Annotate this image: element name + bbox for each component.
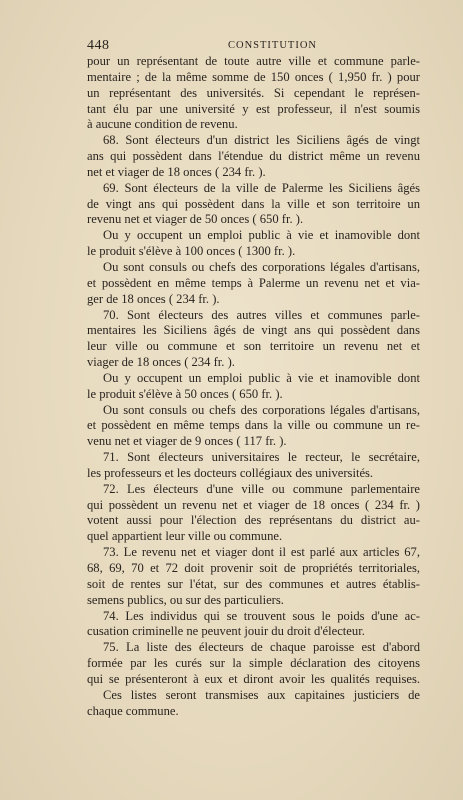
page-number: 448 xyxy=(87,38,110,53)
text-line: chaque commune. xyxy=(87,703,179,718)
text-line: 68. Sont électeurs d'un district les Siciliens âgés de vingt xyxy=(103,133,420,148)
text-line: le produit s'élève à 100 onces ( 1300 fr. ). xyxy=(87,244,296,259)
page-header xyxy=(87,38,420,54)
text-line: et possèdent en même temps dans la ville ou commune un re- xyxy=(87,418,420,433)
text-line: Ou sont consuls ou chefs des corporations légales d'artisans, xyxy=(103,402,420,417)
text-line: 72. Les électeurs d'une ville ou commune parlementaire xyxy=(103,481,420,496)
text-line: ans qui possèdent dans l'étendue du district même un revenu xyxy=(87,149,420,164)
text-line: à aucune condition de revenu. xyxy=(87,117,238,132)
text-line: leur ville ou commune et son territoire un revenu net et xyxy=(87,339,420,354)
text-line: le produit s'élève à 50 onces ( 650 fr. ). xyxy=(87,386,283,401)
text-line: net et viager de 18 onces ( 234 fr. ). xyxy=(87,164,266,179)
text-line: semens publics, ou sur des particuliers. xyxy=(87,592,284,607)
text-line: 69. Sont électeurs de la ville de Palerme les Siciliens âgés xyxy=(103,180,420,195)
text-line: Ces listes seront transmises aux capitaines justiciers de xyxy=(103,687,420,702)
text-line: un représentant des universités. Si cependant le représen- xyxy=(87,85,420,100)
text-line: 68, 69, 70 et 72 doit provenir soit de propriétés territoriales, xyxy=(87,561,420,575)
text-line: 70. Sont électeurs des autres villes et communes parle- xyxy=(103,307,420,322)
text-line: Ou sont consuls ou chefs des corporations légales d'artisans, xyxy=(103,259,420,274)
text-line: les professeurs et les docteurs collégiaux des universités. xyxy=(87,465,374,480)
text-line: qui se présenteront à eux et diront avoir les qualités requises. xyxy=(87,671,420,686)
text-line: cusation criminelle ne peuvent jouir du droit d'électeur. xyxy=(87,624,365,639)
text-line: quel appartient leur ville ou commune. xyxy=(87,529,283,544)
text-line: et possèdent en même temps à Palerme un revenu net et via- xyxy=(87,275,420,290)
text-line: 74. Les individus qui se trouvent sous le poids d'une ac- xyxy=(103,608,420,623)
text-line: pour un représentant de toute autre ville et commune parle- xyxy=(87,54,420,68)
text-line: 73. Le revenu net et viager dont il est parlé aux articles 67, xyxy=(103,545,420,560)
text-line: mentaires les Siciliens âgés de vingt ans qui possèdent dans xyxy=(87,323,420,338)
text-line: revenu net et viager de 50 onces ( 650 fr. ). xyxy=(87,212,304,227)
text-line: ger de 18 onces ( 234 fr. ). xyxy=(87,291,220,306)
text-line: Ou y occupent un emploi public à vie et inamovible dont xyxy=(103,228,420,243)
text-line: tant élu par une université y est professeur, il n'est soumis xyxy=(87,101,420,116)
text-line: 71. Sont électeurs universitaires le recteur, le secrétaire, xyxy=(103,450,420,465)
text-line: Ou y occupent un emploi public à vie et inamovible dont xyxy=(103,370,420,385)
text-line: formée par les curés sur la simple déclaration des citoyens xyxy=(87,656,420,671)
text-line: soit de rentes sur l'état, sur des communes et autres établis- xyxy=(87,576,420,591)
body-text xyxy=(87,54,420,719)
text-line: venu net et viager de 9 onces ( 117 fr. ). xyxy=(87,434,287,449)
text-line: qui possèdent un revenu net et viager de 18 onces ( 234 fr. ) xyxy=(87,497,420,512)
text-line: votent aussi pour l'élection des représentans du district au- xyxy=(87,513,420,528)
text-line: mentaire ; de la même somme de 150 onces ( 1,950 fr. ) pour xyxy=(87,69,420,84)
text-line: viager de 18 onces ( 234 fr. ). xyxy=(87,355,235,370)
running-title: CONSTITUTION xyxy=(228,40,317,51)
text-line: de vingt ans qui possèdent dans la ville et son territoire un xyxy=(87,196,420,211)
text-line: 75. La liste des électeurs de chaque paroisse est d'abord xyxy=(103,640,420,655)
